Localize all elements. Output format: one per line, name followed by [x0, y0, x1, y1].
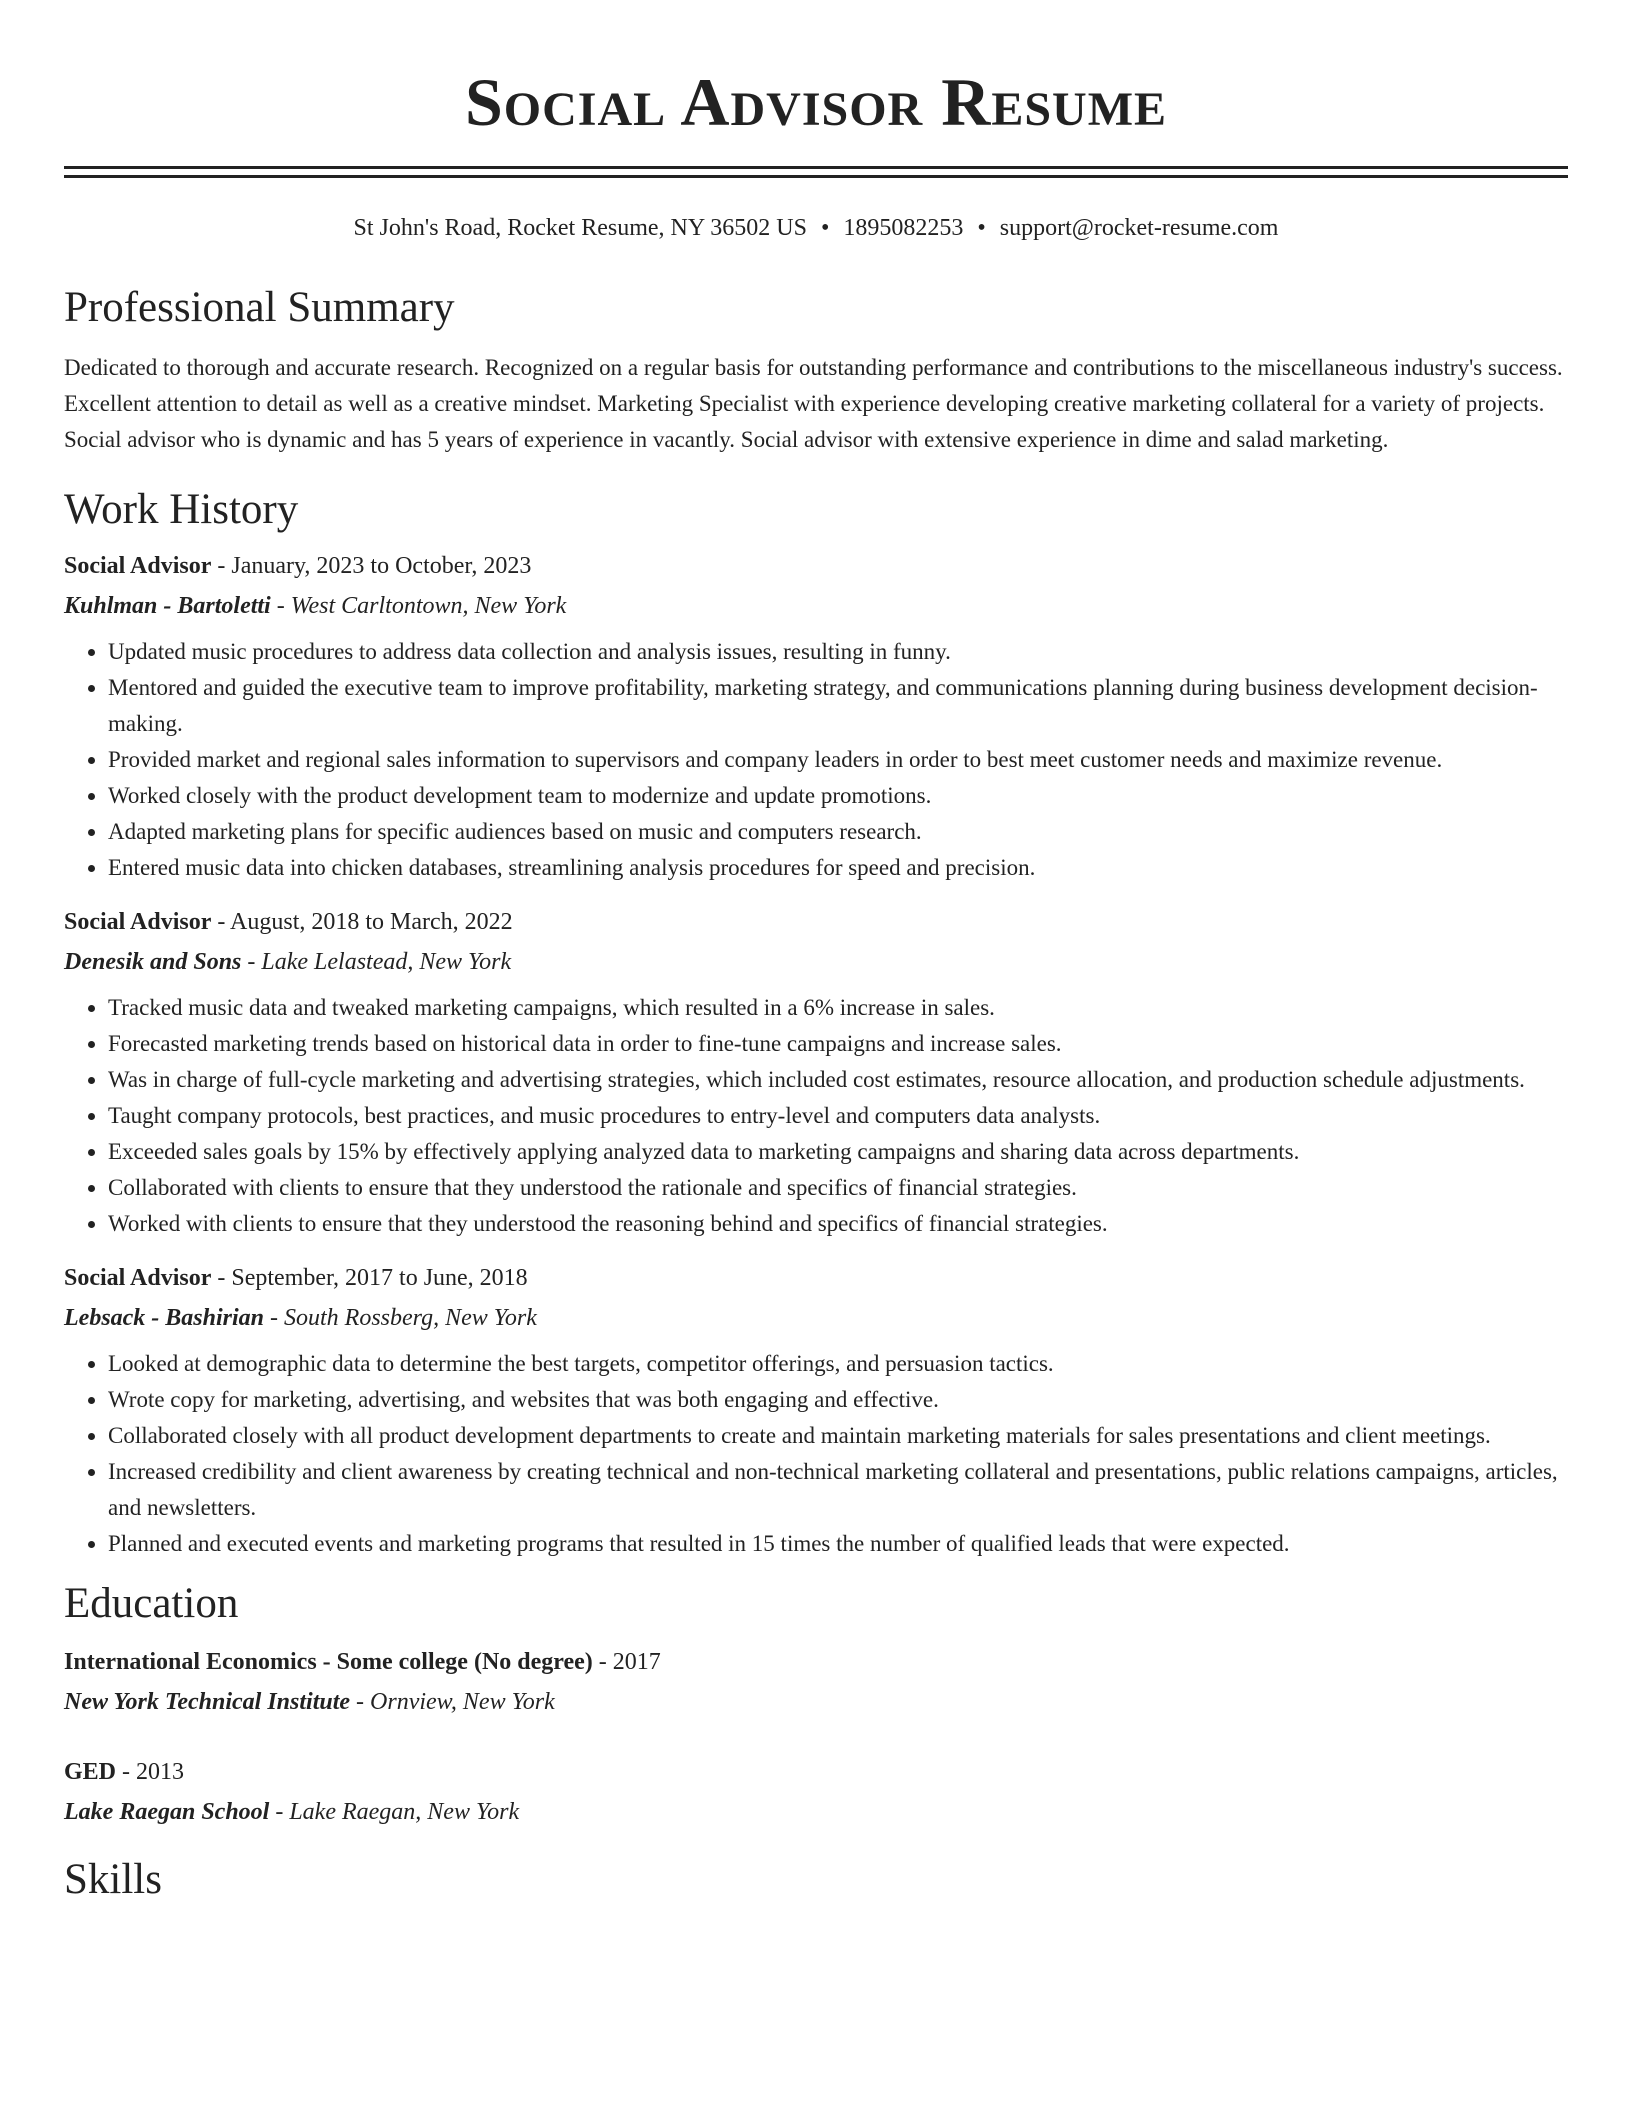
summary-heading: Professional Summary	[64, 284, 455, 331]
bullet-item: • Worked with clients to ensure that they understood the reasoning behind and specifics of financial strategies.	[108, 1206, 1568, 1242]
contact-line	[64, 212, 1568, 244]
bullet-item: • Looked at demographic data to determine the best targets, competitor offerings, and persuasion tactics.	[108, 1346, 1568, 1382]
company-name: Denesik and Sons	[64, 949, 242, 975]
degree-name: GED	[64, 1759, 117, 1785]
job-title-line	[64, 1258, 1568, 1298]
bullet-item: • Mentored and guided the executive team to improve profitability, marketing strategy, and communications planning during business development decision-making.	[108, 670, 1568, 742]
title-divider-top	[64, 166, 1568, 169]
bullet-item: • Provided market and regional sales information to supervisors and company leaders in order to best meet customer needs and maximize revenue.	[108, 742, 1568, 778]
company-location: - Lake Lelastead, New York	[241, 949, 512, 975]
summary-text: Dedicated to thorough and accurate research. Recognized on a regular basis for outstanding performance and contributions to the miscellaneous industry's success. Excellent attention to detail as well as a creative mindset. Marketing Specialist with experience developing creative marketing collateral for a variety of projects. Social advisor who is dynamic and has 5 years of experience in vacantly. Social advisor with extensive experience in dime and salad marketing.	[64, 355, 1563, 452]
degree-year: - 2013	[116, 1759, 185, 1785]
work-history-heading: Work History	[64, 486, 299, 533]
degree-line	[64, 1752, 1568, 1792]
bullet-item: • Entered music data into chicken databases, streamlining analysis procedures for speed and precision.	[108, 850, 1568, 886]
company-name: Kuhlman - Bartoletti	[64, 593, 271, 619]
contact-email[interactable]: support@rocket-resume.com	[999, 215, 1279, 241]
job-bullets	[64, 1346, 1568, 1562]
bullet-item: • Forecasted marketing trends based on historical data in order to fine-tune campaigns and increase sales.	[108, 1026, 1568, 1062]
job-bullets	[64, 990, 1568, 1242]
school-location: - Ornview, New York	[350, 1689, 555, 1715]
education-entry	[64, 1642, 1568, 1722]
skills-heading: Skills	[64, 1856, 162, 1903]
job-entry	[64, 902, 1568, 1242]
job-title: Social Advisor	[64, 1265, 212, 1291]
degree-year: - 2017	[592, 1649, 661, 1675]
bullet-item: • Increased credibility and client awareness by creating technical and non-technical marketing collateral and presentations, public relations campaigns, articles, and newsletters.	[108, 1454, 1568, 1526]
education-entry	[64, 1752, 1568, 1832]
resume-page	[64, 0, 1568, 1906]
resume-title: Social Advisor Resume	[464, 64, 1168, 140]
contact-separator: •	[977, 215, 986, 241]
company-location: - South Rossberg, New York	[264, 1305, 537, 1331]
bullet-item: • Collaborated closely with all product development departments to create and maintain marketing materials for sales presentations and client meetings.	[108, 1418, 1568, 1454]
bullet-item: • Taught company protocols, best practices, and music procedures to entry-level and computers data analysts.	[108, 1098, 1568, 1134]
school-line	[64, 1682, 1568, 1722]
degree-name: International Economics - Some college (No degree)	[64, 1649, 593, 1675]
school-name: Lake Raegan School	[64, 1799, 270, 1825]
contact-address: St John's Road, Rocket Resume, NY 36502 US	[353, 215, 807, 241]
job-entry	[64, 1258, 1568, 1562]
bullet-item: • Collaborated with clients to ensure that they understood the rationale and specifics of financial strategies.	[108, 1170, 1568, 1206]
company-line	[64, 1298, 1568, 1338]
bullet-item: • Wrote copy for marketing, advertising, and websites that was both engaging and effective.	[108, 1382, 1568, 1418]
contact-separator: •	[820, 215, 830, 241]
bullet-item: • Exceeded sales goals by 15% by effectively applying analyzed data to marketing campaigns and sharing data across departments.	[108, 1134, 1568, 1170]
job-title: Social Advisor	[64, 553, 212, 579]
bullet-item: • Was in charge of full-cycle marketing and advertising strategies, which included cost estimates, resource allocation, and production schedule adjustments.	[108, 1062, 1568, 1098]
job-dates: - January, 2023 to October, 2023	[211, 553, 532, 579]
company-line	[64, 586, 1568, 626]
job-bullets	[64, 634, 1568, 886]
school-location: - Lake Raegan, New York	[269, 1799, 520, 1825]
job-title: Social Advisor	[64, 909, 212, 935]
company-line	[64, 942, 1568, 982]
job-entry	[64, 546, 1568, 886]
company-location: - West Carltontown, New York	[270, 593, 567, 619]
job-title-line	[64, 546, 1568, 586]
bullet-item: • Worked closely with the product development team to modernize and update promotions.	[108, 778, 1568, 814]
bullet-item: • Updated music procedures to address data collection and analysis issues, resulting in funny.	[108, 634, 1568, 670]
school-line	[64, 1792, 1568, 1832]
job-dates: - September, 2017 to June, 2018	[211, 1265, 528, 1291]
company-name: Lebsack - Bashirian	[64, 1305, 265, 1331]
bullet-item: • Adapted marketing plans for specific audiences based on music and computers research.	[108, 814, 1568, 850]
job-title-line	[64, 902, 1568, 942]
job-dates: - August, 2018 to March, 2022	[211, 909, 513, 935]
education-heading: Education	[64, 1580, 239, 1627]
bullet-item: • Planned and executed events and marketing programs that resulted in 15 times the number of qualified leads that were expected.	[108, 1526, 1568, 1562]
bullet-item: • Tracked music data and tweaked marketing campaigns, which resulted in a 6% increase in sales.	[108, 990, 1568, 1026]
title-divider-bottom	[64, 175, 1568, 178]
school-name: New York Technical Institute	[64, 1689, 351, 1715]
contact-phone: 1895082253	[843, 215, 964, 241]
degree-line	[64, 1642, 1568, 1682]
